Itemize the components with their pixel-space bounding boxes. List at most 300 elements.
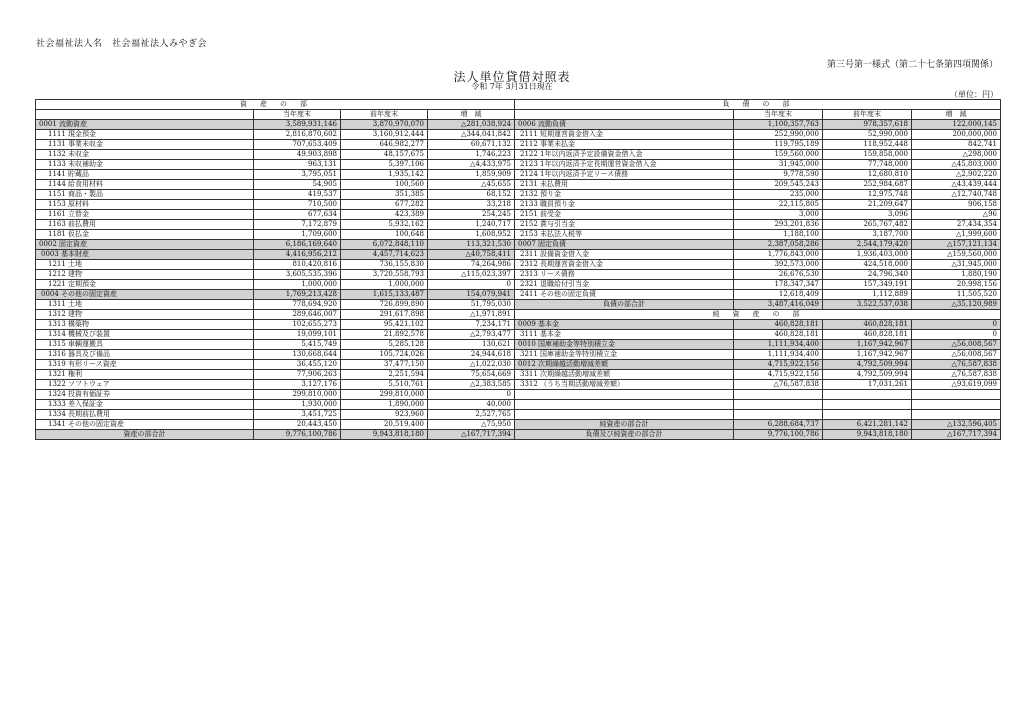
liabilities-account-name: 3211 国庫補助金等特別積立金	[515, 350, 734, 360]
assets-prior-amount: 20,519,400	[341, 420, 428, 430]
table-row	[36, 260, 1001, 270]
assets-current-amount: 54,905	[254, 180, 341, 190]
assets-prior-amount: 100,648	[341, 230, 428, 240]
liabilities-current-amount: 252,990,000	[734, 130, 823, 140]
assets-account-name: 1341 その他の固定資産	[36, 420, 254, 430]
liabilities-prior-amount: 157,349,191	[823, 280, 912, 290]
assets-account-name: 1322 ソフトウェア	[36, 380, 254, 390]
liabilities-current-amount: 293,201,836	[734, 220, 823, 230]
liabilities-change-amount: 11,505,520	[912, 290, 1001, 300]
assets-current-amount: 7,172,879	[254, 220, 341, 230]
assets-account-name: 1131 事業未収金	[36, 140, 254, 150]
assets-change-amount: △1,022,030	[428, 360, 515, 370]
assets-change-amount: 24,944,618	[428, 350, 515, 360]
liabilities-current-amount: 1,111,934,400	[734, 340, 823, 350]
table-row	[36, 230, 1001, 240]
assets-prior-amount: 2,251,594	[341, 370, 428, 380]
assets-account-name: 1151 商品・製品	[36, 190, 254, 200]
table-row	[36, 320, 1001, 330]
liabilities-current-amount: 9,778,590	[734, 170, 823, 180]
table-row	[36, 420, 1001, 430]
assets-current-header: 当年度末	[254, 110, 341, 120]
table-row	[36, 210, 1001, 220]
assets-account-name: 1314 機械及び装置	[36, 330, 254, 340]
assets-prior-amount: 423,389	[341, 210, 428, 220]
liabilities-current-header: 当年度末	[734, 110, 823, 120]
assets-change-header: 増 減	[428, 110, 515, 120]
table-row	[36, 370, 1001, 380]
liabilities-current-amount: 26,676,530	[734, 270, 823, 280]
liabilities-change-amount: 1,880,190	[912, 270, 1001, 280]
assets-prior-amount: 3,720,558,793	[341, 270, 428, 280]
table-row	[36, 280, 1001, 290]
liabilities-account-name: 2132 預り金	[515, 190, 734, 200]
liabilities-account-name: 2112 事業未払金	[515, 140, 734, 150]
assets-change-amount: △45,655	[428, 180, 515, 190]
assets-account-name: 1221 定期預金	[36, 280, 254, 290]
assets-change-amount: 68,152	[428, 190, 515, 200]
liabilities-change-amount: △31,945,000	[912, 260, 1001, 270]
assets-current-amount: 2,816,870,602	[254, 130, 341, 140]
assets-current-amount: 810,420,816	[254, 260, 341, 270]
liabilities-change-amount: 200,000,000	[912, 130, 1001, 140]
assets-prior-amount: 726,899,890	[341, 300, 428, 310]
assets-prior-amount: 299,810,000	[341, 390, 428, 400]
liabilities-change-amount: 27,434,354	[912, 220, 1001, 230]
liabilities-current-amount: 3,487,416,049	[734, 300, 823, 310]
liabilities-prior-amount: 118,952,448	[823, 140, 912, 150]
assets-change-amount: △75,950	[428, 420, 515, 430]
liabilities-change-amount: △12,740,748	[912, 190, 1001, 200]
liabilities-prior-amount: 4,792,509,994	[823, 370, 912, 380]
liabilities-empty-cell	[823, 400, 912, 410]
liabilities-prior-amount: 12,680,810	[823, 170, 912, 180]
assets-current-amount: 299,810,000	[254, 390, 341, 400]
liabilities-change-amount: △93,619,099	[912, 380, 1001, 390]
assets-account-name: 1153 原材料	[36, 200, 254, 210]
assets-prior-amount: 95,421,102	[341, 320, 428, 330]
assets-current-amount: 19,099,101	[254, 330, 341, 340]
liabilities-current-amount: 392,573,000	[734, 260, 823, 270]
assets-account-name: 1312 建物	[36, 310, 254, 320]
assets-current-amount: 5,415,749	[254, 340, 341, 350]
liabilities-prior-amount: 1,167,942,967	[823, 340, 912, 350]
liabilities-account-name: 3312 （うち当期活動増減差額）	[515, 380, 734, 390]
assets-current-amount: 77,906,263	[254, 370, 341, 380]
liabilities-account-name: 0012 次期繰越活動増減差額	[515, 360, 734, 370]
table-row	[36, 330, 1001, 340]
liabilities-empty-cell	[734, 400, 823, 410]
assets-prior-amount: 646,982,277	[341, 140, 428, 150]
assets-change-amount: 51,795,030	[428, 300, 515, 310]
assets-account-name: 0004 その他の固定資産	[36, 290, 254, 300]
liabilities-account-name: 2124 1年以内返済予定リース債務	[515, 170, 734, 180]
assets-current-amount: 1,000,000	[254, 280, 341, 290]
table-row	[36, 340, 1001, 350]
assets-change-amount: △2,793,477	[428, 330, 515, 340]
assets-prior-amount: 21,892,578	[341, 330, 428, 340]
assets-change-amount: 130,621	[428, 340, 515, 350]
assets-current-amount: 707,653,409	[254, 140, 341, 150]
assets-account-name: 1141 貯蔵品	[36, 170, 254, 180]
assets-current-amount: 130,668,644	[254, 350, 341, 360]
liabilities-current-amount: 235,000	[734, 190, 823, 200]
assets-account-name: 資産の部合計	[36, 430, 254, 440]
liabilities-current-amount: 1,111,934,400	[734, 350, 823, 360]
liabilities-empty-cell	[912, 390, 1001, 400]
assets-account-name: 1311 土地	[36, 300, 254, 310]
liabilities-account-name: 2123 1年以内返済予定長期運営資金借入金	[515, 160, 734, 170]
assets-current-amount: 1,930,000	[254, 400, 341, 410]
liabilities-current-amount: 1,188,100	[734, 230, 823, 240]
liabilities-prior-amount: 52,990,000	[823, 130, 912, 140]
liabilities-empty-cell	[823, 390, 912, 400]
assets-change-amount: 254,245	[428, 210, 515, 220]
liabilities-account-name: 負債及び純資産の部合計	[515, 430, 734, 440]
liabilities-prior-amount: 24,796,340	[823, 270, 912, 280]
liabilities-prior-amount: 252,984,687	[823, 180, 912, 190]
assets-account-name: 1181 仮払金	[36, 230, 254, 240]
assets-prior-amount: 100,560	[341, 180, 428, 190]
assets-change-amount: △167,717,394	[428, 430, 515, 440]
liabilities-prior-amount: 3,096	[823, 210, 912, 220]
liabilities-prior-amount: 3,187,700	[823, 230, 912, 240]
document-title: 法人単位貸借対照表	[453, 70, 571, 84]
assets-account-name: 1161 立替金	[36, 210, 254, 220]
table-row	[36, 270, 1001, 280]
liabilities-account-name: 2312 長期運営資金借入金	[515, 260, 734, 270]
liabilities-empty-cell	[823, 410, 912, 420]
liabilities-section-header: 負 債 の 部	[515, 100, 1001, 110]
liabilities-change-amount: 842,741	[912, 140, 1001, 150]
liabilities-current-amount: 12,618,409	[734, 290, 823, 300]
liabilities-account-name: 0007 固定負債	[515, 240, 734, 250]
liabilities-account-name: 2131 未払費用	[515, 180, 734, 190]
assets-current-amount: 289,646,007	[254, 310, 341, 320]
net-assets-section-header: 純 資 産 の 部	[515, 310, 1001, 320]
table-row	[36, 170, 1001, 180]
assets-prior-amount: 3,870,970,070	[341, 120, 428, 130]
liabilities-current-amount: 209,545,243	[734, 180, 823, 190]
assets-prior-amount: 5,397,106	[341, 160, 428, 170]
liabilities-change-amount: 0	[912, 320, 1001, 330]
liabilities-current-amount: 3,000	[734, 210, 823, 220]
liabilities-change-amount: 0	[912, 330, 1001, 340]
table-row	[36, 350, 1001, 360]
assets-change-amount: △1,971,891	[428, 310, 515, 320]
liabilities-prior-amount: 159,858,000	[823, 150, 912, 160]
assets-current-amount: 3,589,931,146	[254, 120, 341, 130]
assets-current-amount: 1,709,600	[254, 230, 341, 240]
assets-current-amount: 3,127,176	[254, 380, 341, 390]
liabilities-account-name: 2122 1年以内返済予定設備資金借入金	[515, 150, 734, 160]
assets-name-header	[36, 110, 254, 120]
assets-current-amount: 6,186,169,640	[254, 240, 341, 250]
assets-prior-amount: 4,457,714,623	[341, 250, 428, 260]
assets-change-amount: 1,859,909	[428, 170, 515, 180]
assets-change-amount: 0	[428, 390, 515, 400]
assets-change-amount: △115,023,397	[428, 270, 515, 280]
assets-change-amount: 113,321,530	[428, 240, 515, 250]
assets-account-name: 1313 構築物	[36, 320, 254, 330]
liabilities-current-amount: 31,945,000	[734, 160, 823, 170]
table-row	[36, 360, 1001, 370]
assets-prior-amount: 105,724,026	[341, 350, 428, 360]
liabilities-change-amount: △157,121,134	[912, 240, 1001, 250]
liabilities-account-name: 0009 基本金	[515, 320, 734, 330]
assets-prior-amount: 48,157,675	[341, 150, 428, 160]
table-row	[36, 410, 1001, 420]
liabilities-current-amount: 4,715,922,156	[734, 370, 823, 380]
assets-change-amount: 74,264,986	[428, 260, 515, 270]
liabilities-account-name: 0006 流動負債	[515, 120, 734, 130]
liabilities-account-name: 2313 リース債務	[515, 270, 734, 280]
assets-prior-amount: 677,282	[341, 200, 428, 210]
liabilities-change-amount: 906,158	[912, 200, 1001, 210]
liabilities-current-amount: 460,828,181	[734, 330, 823, 340]
assets-prior-amount: 5,510,761	[341, 380, 428, 390]
liabilities-prior-amount: 978,357,618	[823, 120, 912, 130]
assets-prior-amount: 291,617,898	[341, 310, 428, 320]
table-row	[36, 430, 1001, 440]
assets-prior-amount: 9,943,818,180	[341, 430, 428, 440]
liabilities-empty-cell	[734, 390, 823, 400]
liabilities-prior-amount: 77,748,000	[823, 160, 912, 170]
liabilities-change-amount: △76,587,838	[912, 360, 1001, 370]
assets-prior-amount: 3,160,912,444	[341, 130, 428, 140]
assets-prior-header: 前年度末	[341, 110, 428, 120]
liabilities-account-name: 3311 次期繰越活動増減差額	[515, 370, 734, 380]
table-row	[36, 200, 1001, 210]
assets-change-amount: △4,433,975	[428, 160, 515, 170]
assets-change-amount: 0	[428, 280, 515, 290]
table-row	[36, 290, 1001, 300]
table-row	[36, 300, 1001, 310]
assets-account-name: 1334 長期前払費用	[36, 410, 254, 420]
table-row	[36, 310, 1001, 320]
liabilities-change-amount: △1,999,600	[912, 230, 1001, 240]
liabilities-account-name: 0010 国庫補助金等特別積立金	[515, 340, 734, 350]
liabilities-empty-cell	[734, 410, 823, 420]
liabilities-prior-amount: 6,421,281,142	[823, 420, 912, 430]
assets-current-amount: 3,795,051	[254, 170, 341, 180]
assets-current-amount: 4,416,956,212	[254, 250, 341, 260]
liabilities-account-name: 純資産の部合計	[515, 420, 734, 430]
assets-current-amount: 419,537	[254, 190, 341, 200]
table-row	[36, 250, 1001, 260]
liabilities-account-name: 2153 未払法人税等	[515, 230, 734, 240]
liabilities-prior-amount: 265,767,482	[823, 220, 912, 230]
liabilities-current-amount: △76,587,838	[734, 380, 823, 390]
assets-current-amount: 778,694,920	[254, 300, 341, 310]
assets-section-header: 資 産 の 部	[36, 100, 515, 110]
assets-prior-amount: 1,615,133,487	[341, 290, 428, 300]
liabilities-change-amount: △2,902,220	[912, 170, 1001, 180]
liabilities-change-amount: △56,008,567	[912, 340, 1001, 350]
assets-prior-amount: 6,072,848,110	[341, 240, 428, 250]
liabilities-current-amount: 159,560,000	[734, 150, 823, 160]
assets-account-name: 1163 前払費用	[36, 220, 254, 230]
assets-account-name: 1319 有形リース資産	[36, 360, 254, 370]
liabilities-change-amount: △76,587,838	[912, 370, 1001, 380]
table-row	[36, 390, 1001, 400]
corporation-name: 社会福祉法人名 社会福祉法人みやぎ会	[36, 39, 208, 49]
liabilities-change-amount: 122,000,145	[912, 120, 1001, 130]
assets-change-amount: 75,654,669	[428, 370, 515, 380]
liabilities-current-amount: 4,715,922,156	[734, 360, 823, 370]
assets-account-name: 1321 権利	[36, 370, 254, 380]
table-row	[36, 130, 1001, 140]
liabilities-current-amount: 178,347,347	[734, 280, 823, 290]
liabilities-account-name: 2151 前受金	[515, 210, 734, 220]
liabilities-prior-amount: 4,792,509,994	[823, 360, 912, 370]
table-row	[36, 180, 1001, 190]
assets-current-amount: 677,634	[254, 210, 341, 220]
table-row	[36, 140, 1001, 150]
report-date: 令和 7年 3月31日現在	[471, 82, 553, 91]
liabilities-account-name: 3111 基本金	[515, 330, 734, 340]
assets-current-amount: 710,500	[254, 200, 341, 210]
liabilities-empty-cell	[515, 400, 734, 410]
assets-change-amount: 2,527,765	[428, 410, 515, 420]
liabilities-change-amount: △159,560,000	[912, 250, 1001, 260]
liabilities-account-name: 2311 設備資金借入金	[515, 250, 734, 260]
liabilities-prior-amount: 9,943,818,180	[823, 430, 912, 440]
liabilities-current-amount: 2,387,058,286	[734, 240, 823, 250]
liabilities-prior-amount: 1,167,942,967	[823, 350, 912, 360]
assets-current-amount: 36,455,120	[254, 360, 341, 370]
table-row	[36, 220, 1001, 230]
assets-account-name: 1315 車輌運搬具	[36, 340, 254, 350]
assets-account-name: 1211 土地	[36, 260, 254, 270]
assets-account-name: 1316 器具及び備品	[36, 350, 254, 360]
assets-account-name: 1324 投資有価証券	[36, 390, 254, 400]
assets-current-amount: 102,655,273	[254, 320, 341, 330]
assets-prior-amount: 5,932,162	[341, 220, 428, 230]
assets-change-amount: 33,218	[428, 200, 515, 210]
liabilities-change-amount: △45,803,000	[912, 160, 1001, 170]
liabilities-change-amount: △35,120,989	[912, 300, 1001, 310]
assets-prior-amount: 37,477,150	[341, 360, 428, 370]
liabilities-change-amount: △56,008,567	[912, 350, 1001, 360]
liabilities-prior-amount: 1,112,889	[823, 290, 912, 300]
liabilities-prior-amount: 21,209,647	[823, 200, 912, 210]
assets-account-name: 1111 現金預金	[36, 130, 254, 140]
assets-account-name: 1212 建物	[36, 270, 254, 280]
assets-prior-amount: 1,000,000	[341, 280, 428, 290]
liabilities-prior-amount: 460,828,181	[823, 320, 912, 330]
column-header-row	[36, 110, 1001, 120]
liabilities-change-amount: △298,000	[912, 150, 1001, 160]
assets-change-amount: 60,671,132	[428, 140, 515, 150]
liabilities-account-name: 2152 賞与引当金	[515, 220, 734, 230]
assets-account-name: 0001 流動資産	[36, 120, 254, 130]
assets-current-amount: 963,131	[254, 160, 341, 170]
liabilities-current-amount: 1,776,843,000	[734, 250, 823, 260]
liabilities-prior-amount: 460,828,181	[823, 330, 912, 340]
liabilities-current-amount: 9,776,100,786	[734, 430, 823, 440]
liabilities-change-amount: △43,439,444	[912, 180, 1001, 190]
assets-prior-amount: 351,385	[341, 190, 428, 200]
table-row	[36, 150, 1001, 160]
assets-change-amount: △40,758,411	[428, 250, 515, 260]
liabilities-current-amount: 6,288,684,737	[734, 420, 823, 430]
assets-account-name: 1333 差入保証金	[36, 400, 254, 410]
assets-prior-amount: 736,155,830	[341, 260, 428, 270]
liabilities-prior-amount: 3,522,537,038	[823, 300, 912, 310]
assets-current-amount: 3,451,725	[254, 410, 341, 420]
assets-account-name: 1133 未収補助金	[36, 160, 254, 170]
liabilities-change-header: 増 減	[912, 110, 1001, 120]
assets-current-amount: 1,769,213,428	[254, 290, 341, 300]
liabilities-prior-amount: 12,975,748	[823, 190, 912, 200]
assets-current-amount: 3,605,535,396	[254, 270, 341, 280]
liabilities-change-amount: △132,596,405	[912, 420, 1001, 430]
table-row	[36, 120, 1001, 130]
table-row	[36, 380, 1001, 390]
liabilities-prior-amount: 1,936,403,000	[823, 250, 912, 260]
assets-account-name: 1132 未収金	[36, 150, 254, 160]
table-row	[36, 240, 1001, 250]
assets-prior-amount: 923,960	[341, 410, 428, 420]
liabilities-current-amount: 1,100,357,763	[734, 120, 823, 130]
liabilities-account-name: 2321 退職給付引当金	[515, 280, 734, 290]
balance-sheet-table	[35, 99, 1001, 440]
assets-prior-amount: 1,935,142	[341, 170, 428, 180]
liabilities-change-amount: 20,998,156	[912, 280, 1001, 290]
assets-account-name: 1144 給食用材料	[36, 180, 254, 190]
liabilities-current-amount: 460,828,181	[734, 320, 823, 330]
assets-change-amount: 40,000	[428, 400, 515, 410]
liabilities-empty-cell	[515, 410, 734, 420]
assets-change-amount: 1,746,223	[428, 150, 515, 160]
liabilities-empty-cell	[912, 400, 1001, 410]
liabilities-empty-cell	[912, 410, 1001, 420]
liabilities-prior-amount: 17,031,261	[823, 380, 912, 390]
liabilities-change-amount: △167,717,394	[912, 430, 1001, 440]
assets-current-amount: 49,903,898	[254, 150, 341, 160]
assets-account-name: 0002 固定資産	[36, 240, 254, 250]
assets-change-amount: △281,038,924	[428, 120, 515, 130]
unit-label: （単位：円）	[950, 90, 998, 99]
liabilities-current-amount: 119,795,189	[734, 140, 823, 150]
assets-change-amount: 154,079,941	[428, 290, 515, 300]
table-row	[36, 160, 1001, 170]
liabilities-account-name: 2411 その他の固定負債	[515, 290, 734, 300]
liabilities-prior-amount: 424,518,000	[823, 260, 912, 270]
liabilities-current-amount: 22,115,805	[734, 200, 823, 210]
assets-change-amount: 1,608,952	[428, 230, 515, 240]
assets-change-amount: 1,240,717	[428, 220, 515, 230]
liabilities-account-name: 負債の部合計	[515, 300, 734, 310]
assets-change-amount: 7,234,171	[428, 320, 515, 330]
assets-change-amount: △344,041,842	[428, 130, 515, 140]
liabilities-change-amount: △96	[912, 210, 1001, 220]
assets-prior-amount: 5,285,128	[341, 340, 428, 350]
liabilities-account-name: 2111 短期運営資金借入金	[515, 130, 734, 140]
assets-prior-amount: 1,890,000	[341, 400, 428, 410]
assets-account-name: 0003 基本財産	[36, 250, 254, 260]
assets-change-amount: △2,383,585	[428, 380, 515, 390]
section-header-row	[36, 100, 1001, 110]
liabilities-prior-header: 前年度末	[823, 110, 912, 120]
table-row	[36, 190, 1001, 200]
liabilities-prior-amount: 2,544,179,420	[823, 240, 912, 250]
form-number: 第三号第一様式（第二十七条第四項関係）	[826, 60, 998, 70]
table-row	[36, 400, 1001, 410]
assets-current-amount: 20,443,450	[254, 420, 341, 430]
liabilities-name-header	[515, 110, 734, 120]
